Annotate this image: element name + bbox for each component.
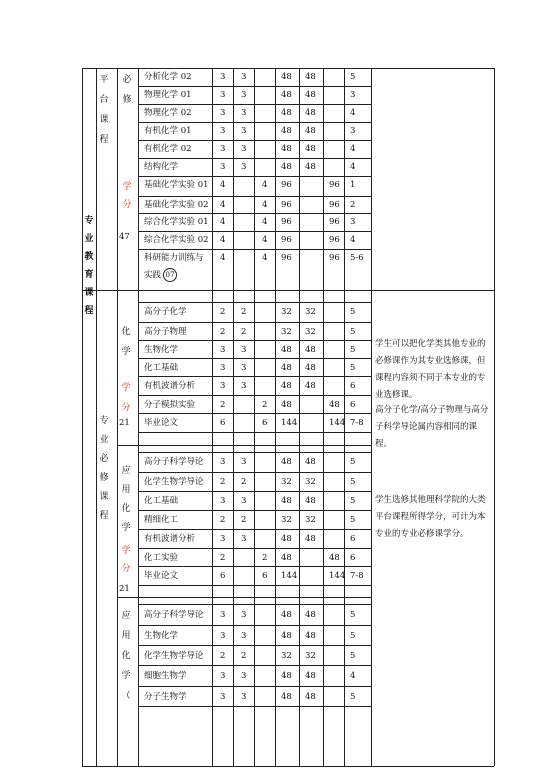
table-rule <box>138 529 371 530</box>
course-cell: 48 <box>305 671 316 681</box>
note-text: 高分子化学/高分子物理与高分子科学导论属内容相同的课程。 <box>375 405 489 449</box>
table-rule <box>254 68 255 766</box>
course-cell: 3 <box>241 144 247 154</box>
course-cell: 48 <box>281 610 292 620</box>
course-cell: 144 <box>329 571 346 581</box>
course-name: 综合化学实验 01 <box>144 217 209 227</box>
course-cell: 5 <box>350 651 356 661</box>
table-rule <box>138 158 371 159</box>
course-cell: 96 <box>329 217 340 227</box>
course-cell: 3 <box>241 345 247 355</box>
course-cell: 3 <box>220 692 226 702</box>
course-cell: 48 <box>281 108 292 118</box>
course-cell: 2 <box>241 307 247 317</box>
table-rule <box>344 68 345 766</box>
table-rule <box>138 625 371 626</box>
course-cell: 5 <box>350 327 356 337</box>
course-name: 高分子科学导论 <box>144 610 204 620</box>
table-rule <box>299 68 300 766</box>
table-rule <box>138 122 371 123</box>
course-cell: 3 <box>241 457 247 467</box>
course-name: 结构化学 <box>144 162 179 172</box>
course-cell: 1 <box>350 180 356 190</box>
course-name: 分析化学 02 <box>144 72 192 82</box>
course-cell: 4 <box>350 671 356 681</box>
course-cell: 2 <box>241 477 247 487</box>
course-cell: 48 <box>281 144 292 154</box>
course-cell: 2 <box>241 651 247 661</box>
table-rule <box>96 290 494 291</box>
course-cell: 4 <box>262 200 268 210</box>
course-cell: 48 <box>329 553 340 563</box>
course-cell: 144 <box>281 571 298 581</box>
course-cell: 4 <box>220 253 226 263</box>
course-cell: 4 <box>262 180 268 190</box>
table-rule <box>138 686 371 687</box>
table-rule <box>138 566 371 567</box>
table-rule <box>138 548 371 549</box>
course-name: 毕业论文 <box>144 571 179 581</box>
course-cell: 48 <box>281 671 292 681</box>
course-cell: 96 <box>281 235 292 245</box>
course-cell: 3 <box>220 345 226 355</box>
course-cell: 3 <box>241 108 247 118</box>
course-cell: 3 <box>220 534 226 544</box>
course-cell: 3 <box>220 631 226 641</box>
course-cell: 144 <box>329 418 346 428</box>
applied-credit-label: 学 分 <box>121 546 131 574</box>
table-rule <box>138 140 371 141</box>
table-rule <box>233 68 234 766</box>
major-required-label: 专 业 必 修 课 程 <box>99 416 109 521</box>
table-rule <box>138 665 371 666</box>
table-rule <box>138 358 371 359</box>
course-cell: 3 <box>350 126 356 136</box>
course-cell: 3 <box>220 90 226 100</box>
course-cell: 48 <box>329 400 340 410</box>
course-cell: 3 <box>241 72 247 82</box>
course-cell: 4 <box>220 217 226 227</box>
course-name: 高分子物理 <box>144 327 187 337</box>
course-cell: 32 <box>305 477 316 487</box>
table-rule <box>138 302 371 303</box>
course-cell: 96 <box>329 253 340 263</box>
course-cell: 7-8 <box>350 418 364 428</box>
course-cell: 96 <box>281 180 292 190</box>
course-cell: 32 <box>281 327 292 337</box>
course-cell: 6 <box>262 571 268 581</box>
credit-value: 47 <box>119 232 130 242</box>
course-cell: 48 <box>305 631 316 641</box>
course-cell: 48 <box>281 345 292 355</box>
course-name: 化学生物学导论 <box>144 477 204 487</box>
course-cell: 48 <box>281 126 292 136</box>
course-cell: 4 <box>350 162 356 172</box>
course-cell: 2 <box>241 515 247 525</box>
course-cell: 5 <box>350 345 356 355</box>
course-cell: 3 <box>241 90 247 100</box>
course-name: 化工基础 <box>144 496 179 506</box>
course-name: 物理化学 01 <box>144 90 192 100</box>
course-cell: 3 <box>220 610 226 620</box>
course-cell: 96 <box>281 217 292 227</box>
course-cell: 6 <box>350 534 356 544</box>
course-cell: 32 <box>281 307 292 317</box>
course-cell: 48 <box>305 345 316 355</box>
course-cell: 48 <box>281 381 292 391</box>
course-cell: 32 <box>281 477 292 487</box>
course-cell: 32 <box>305 651 316 661</box>
course-cell: 96 <box>281 200 292 210</box>
course-cell: 48 <box>281 692 292 702</box>
course-cell: 48 <box>281 363 292 373</box>
chemistry-credit-label: 学 分 <box>121 383 131 413</box>
course-cell: 5 <box>350 457 356 467</box>
course-cell: 32 <box>305 307 316 317</box>
table-rule <box>117 597 371 598</box>
course-cell: 2 <box>220 400 226 410</box>
course-cell: 6 <box>350 553 356 563</box>
course-cell: 4 <box>262 217 268 227</box>
course-cell: 5 <box>350 307 356 317</box>
course-cell: 2 <box>350 200 356 210</box>
course-name: 综合化学实验 02 <box>144 235 209 245</box>
course-cell: 2 <box>262 553 268 563</box>
course-cell: 32 <box>281 651 292 661</box>
table-rule <box>138 213 371 214</box>
course-cell: 32 <box>281 515 292 525</box>
course-name: 生物化学 <box>144 345 179 355</box>
table-rule <box>96 68 97 766</box>
course-cell: 3 <box>241 631 247 641</box>
course-cell: 48 <box>281 162 292 172</box>
course-cell: 3 <box>241 496 247 506</box>
course-cell: 32 <box>305 515 316 525</box>
applied-chemistry-2-label: 应 用 化 学 （ <box>121 611 131 701</box>
table-rule <box>138 510 371 511</box>
course-cell: 5 <box>350 496 356 506</box>
course-name: 化学生物学导论 <box>144 651 204 661</box>
table-rule <box>82 766 494 767</box>
table-rule <box>138 196 371 197</box>
course-cell: 5 <box>350 363 356 373</box>
course-name: 有机化学 01 <box>144 126 192 136</box>
course-name: 基础化学实验 01 <box>144 180 209 190</box>
table-rule <box>212 68 213 766</box>
course-name: 有机波谱分析 <box>144 381 196 391</box>
course-cell: 7-8 <box>350 571 364 581</box>
course-cell: 2 <box>262 400 268 410</box>
course-cell: 4 <box>262 253 268 263</box>
course-cell: 3 <box>350 217 356 227</box>
course-cell: 3 <box>241 363 247 373</box>
course-cell: 2 <box>241 327 247 337</box>
course-name: 有机化学 02 <box>144 144 192 154</box>
course-cell: 48 <box>281 457 292 467</box>
course-cell: 2 <box>220 515 226 525</box>
course-cell: 5 <box>350 477 356 487</box>
credit-label: 学 分 <box>122 182 132 210</box>
course-cell: 48 <box>305 496 316 506</box>
table-rule <box>138 86 371 87</box>
course-cell: 3 <box>241 610 247 620</box>
course-cell: 144 <box>281 418 298 428</box>
course-name: 精细化工 <box>144 515 179 525</box>
table-rule <box>138 645 371 646</box>
course-cell: 48 <box>281 534 292 544</box>
table-rule <box>138 491 371 492</box>
course-cell: 3 <box>220 457 226 467</box>
course-cell: 6 <box>262 418 268 428</box>
course-cell: 3 <box>241 162 247 172</box>
course-cell: 96 <box>329 180 340 190</box>
course-cell: 48 <box>281 631 292 641</box>
course-name: 分子模拟实验 <box>144 400 196 410</box>
course-name: 细胞生物学 <box>144 671 187 681</box>
table-rule <box>138 340 371 341</box>
course-cell: 3 <box>220 144 226 154</box>
table-rule <box>138 395 371 396</box>
table-rule <box>138 376 371 377</box>
table-rule <box>138 585 371 586</box>
table-rule <box>138 68 371 69</box>
course-cell: 4 <box>262 235 268 245</box>
course-cell: 4 <box>220 200 226 210</box>
course-cell: 5 <box>350 610 356 620</box>
course-cell: 5 <box>350 515 356 525</box>
table-rule <box>275 68 276 766</box>
table-rule <box>138 472 371 473</box>
chemistry-credit-value: 21 <box>119 418 130 428</box>
course-cell: 5 <box>350 631 356 641</box>
course-cell: 48 <box>305 72 316 82</box>
table-rule <box>117 445 371 446</box>
course-cell: 5 <box>350 692 356 702</box>
course-cell: 3 <box>241 692 247 702</box>
table-rule <box>138 604 371 605</box>
course-cell: 96 <box>329 200 340 210</box>
course-cell: 3 <box>241 126 247 136</box>
platform-course-label: 平 台 课 程 <box>99 75 109 145</box>
course-cell: 48 <box>281 72 292 82</box>
table-rule <box>82 68 83 766</box>
course-cell: 96 <box>329 235 340 245</box>
course-name: 化工实验 <box>144 553 179 563</box>
note-text: 学生可以把化学类其他专业的必修课作为其专业选修课，但课程内容须不同于本专业的专业选修课。 <box>375 339 486 400</box>
course-cell: 32 <box>305 327 316 337</box>
table-rule <box>138 706 371 707</box>
course-cell: 48 <box>305 144 316 154</box>
course-cell: 3 <box>241 671 247 681</box>
course-cell: 3 <box>220 162 226 172</box>
course-cell: 48 <box>305 162 316 172</box>
course-cell: 4 <box>350 108 356 118</box>
course-cell: 48 <box>305 381 316 391</box>
table-rule <box>138 104 371 105</box>
course-cell: 6 <box>350 400 356 410</box>
required-label: 必 修 <box>122 75 132 105</box>
course-cell: 3 <box>220 126 226 136</box>
note-text: 学生选修其他理科学院的大类平台课程所得学分，可计为本专业的专业必修课学分。 <box>375 495 486 539</box>
course-name: 高分子化学 <box>144 307 187 317</box>
course-name: 化工基础 <box>144 363 179 373</box>
course-cell: 3 <box>350 90 356 100</box>
course-cell: 48 <box>281 400 292 410</box>
table-rule <box>494 68 495 766</box>
course-cell: 3 <box>241 534 247 544</box>
footnote-circle-icon: 07 <box>163 268 177 282</box>
course-cell: 4 <box>350 144 356 154</box>
course-cell: 48 <box>305 108 316 118</box>
table-rule <box>138 231 371 232</box>
table-rule <box>138 249 371 250</box>
course-cell: 3 <box>241 381 247 391</box>
table-rule <box>138 322 371 323</box>
course-name: 分子生物学 <box>144 692 187 702</box>
course-cell: 48 <box>281 90 292 100</box>
course-cell: 48 <box>305 692 316 702</box>
course-cell: 2 <box>220 307 226 317</box>
course-cell: 48 <box>305 610 316 620</box>
applied-chemistry-label: 应 用 化 学 <box>121 466 131 533</box>
table-rule <box>371 68 372 766</box>
course-cell: 3 <box>220 381 226 391</box>
course-cell: 5-6 <box>350 253 364 263</box>
course-cell: 6 <box>220 418 226 428</box>
course-name: 物理化学 02 <box>144 108 192 118</box>
course-name: 基础化学实验 02 <box>144 200 209 210</box>
course-cell: 4 <box>220 235 226 245</box>
applied-credit-value: 21 <box>119 584 130 594</box>
table-rule <box>323 68 324 766</box>
course-name: 有机波谱分析 <box>144 534 196 544</box>
chemistry-label: 化 学 <box>121 327 131 357</box>
course-cell: 48 <box>305 126 316 136</box>
table-rule <box>138 176 371 177</box>
table-rule <box>138 413 371 414</box>
course-cell: 48 <box>281 496 292 506</box>
major-education-label: 专 业 教 育 课 程 <box>84 216 94 316</box>
course-cell: 2 <box>220 651 226 661</box>
course-cell: 2 <box>220 477 226 487</box>
course-cell: 2 <box>220 553 226 563</box>
course-cell: 48 <box>305 534 316 544</box>
course-name: 毕业论文 <box>144 418 179 428</box>
course-name: 生物化学 <box>144 631 179 641</box>
course-name: 实践 07 <box>144 268 177 282</box>
course-cell: 48 <box>305 363 316 373</box>
course-cell: 48 <box>281 553 292 563</box>
course-cell: 48 <box>305 457 316 467</box>
course-cell: 4 <box>220 180 226 190</box>
course-cell: 2 <box>220 327 226 337</box>
table-rule <box>117 68 118 766</box>
course-cell: 3 <box>220 496 226 506</box>
course-cell: 3 <box>220 108 226 118</box>
course-name: 科研能力训练与 <box>144 253 204 263</box>
table-rule <box>138 68 139 766</box>
course-cell: 6 <box>220 571 226 581</box>
course-name: 高分子科学导论 <box>144 457 204 467</box>
table-rule <box>138 432 371 433</box>
course-cell: 3 <box>220 72 226 82</box>
table-rule <box>138 452 371 453</box>
course-cell: 3 <box>220 363 226 373</box>
course-cell: 48 <box>305 90 316 100</box>
course-cell: 6 <box>350 381 356 391</box>
course-cell: 5 <box>350 72 356 82</box>
course-cell: 96 <box>281 253 292 263</box>
course-cell: 3 <box>220 671 226 681</box>
course-cell: 4 <box>350 235 356 245</box>
